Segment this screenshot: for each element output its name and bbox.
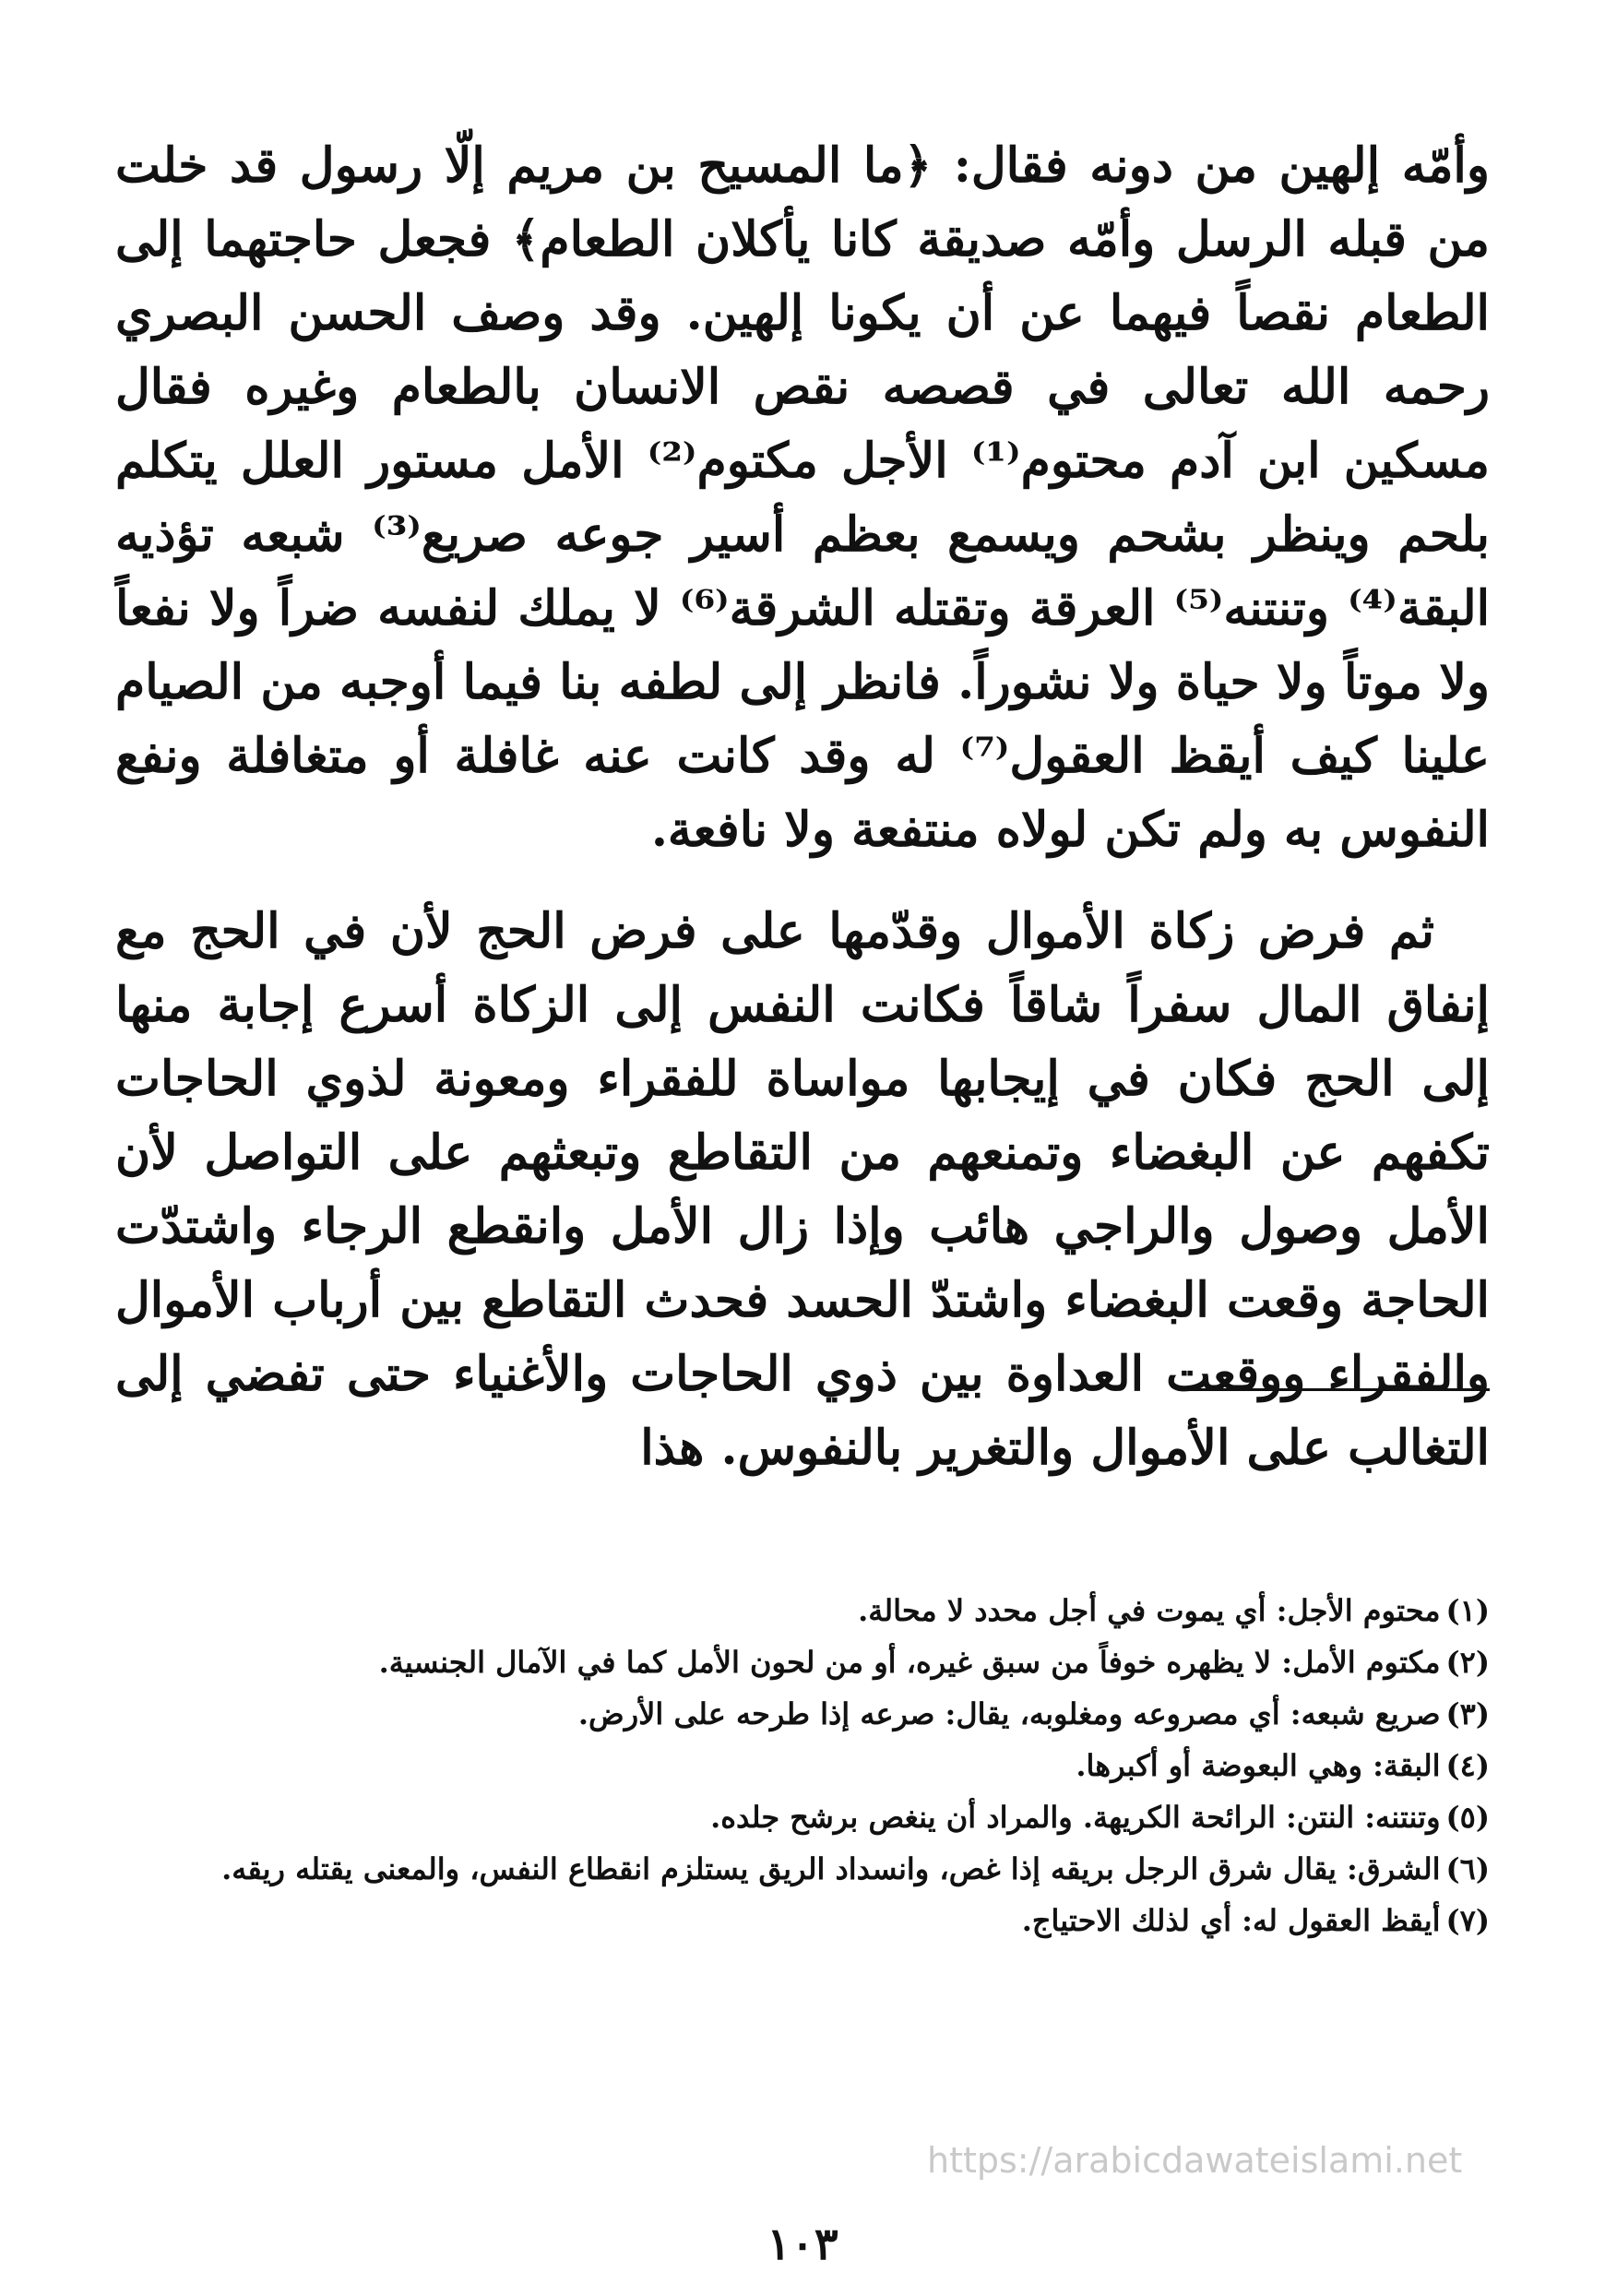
footnote-mark: (٢) (1445, 1645, 1490, 1680)
footnote-text: مكتوم الأمل: لا يظهره خوفاً من سبق غيره، أو من لحون الأمل كما في الآمال الجنسية. (378, 1645, 1441, 1680)
footnote-text: البقة: وهي البعوضة أو أكبرها. (1076, 1748, 1441, 1783)
footnote-mark: (٧) (1445, 1903, 1490, 1938)
footnote-mark: (١) (1445, 1593, 1490, 1628)
footnote-6 (115, 1845, 1490, 1893)
footnote-text: محتوم الأجل: أي يموت في أجل محدد لا محالة. (858, 1593, 1441, 1628)
footnote-4 (115, 1742, 1490, 1790)
footnote-text: صريع شبعه: أي مصروعه ومغلوبه، يقال: صرعه إذا طرحه على الأرض. (577, 1696, 1441, 1731)
footnote-text: الشرق: يقال شرق الرجل بريقه إذا غص، وانسداد الريق يستلزم انقطاع النفس، والمعنى يقتله ريقه. (221, 1851, 1441, 1886)
footnote-mark: (٦) (1445, 1851, 1490, 1886)
footnote-3 (115, 1690, 1490, 1738)
main-text-body (115, 129, 1490, 1485)
footnote-separator (1190, 1388, 1490, 1391)
paragraph-1: وأمّه إلهين من دونه فقال: ﴿ما المسيح بن مريم إلّا رسول قد خلت من قبله الرسل وأمّه صديقة كانا يأكلان الطعام﴾ فجعل حاجتهما إلى الطعام نقصاً فيهما عن أن يكونا إلهين. وقد وصف الحسن البصري رحمه الله تعالى في قصصه نقص الانسان بالطعام وغيره فقال مسكين ابن آدم محتوم⁽¹⁾ الأجل مكتوم⁽²⁾ الأمل مستور العلل يتكلم بلحم وينظر بشحم ويسمع بعظم أسير جوعه صريع⁽³⁾ شبعه تؤذيه البقة⁽⁴⁾ وتنتنه⁽⁵⁾ العرقة وتقتله الشرقة⁽⁶⁾ لا يملك لنفسه ضراً ولا نفعاً ولا موتاً ولا حياة ولا نشوراً. فانظر إلى لطفه بنا فيما أوجبه من الصيام علينا كيف أيقظ العقول⁽⁷⁾ له وقد كانت عنه غافلة أو متغافلة ونفع النفوس به ولم تكن لولاه منتفعة ولا نافعة. (115, 137, 1491, 858)
watermark-url: https://arabicdawateislami.net (927, 2140, 1463, 2181)
footnote-mark: (٥) (1445, 1800, 1490, 1835)
footnote-mark: (٤) (1445, 1748, 1490, 1783)
footnote-2 (115, 1638, 1490, 1686)
footnote-7 (115, 1897, 1490, 1945)
footnote-5 (115, 1793, 1490, 1841)
footnote-text: وتنتنه: النتن: الرائحة الكريهة. والمراد أن ينغص برشح جلده. (710, 1800, 1441, 1835)
page-number: ١٠٣ (767, 2219, 838, 2270)
footnote-mark: (٣) (1445, 1696, 1490, 1731)
footnote-1 (115, 1587, 1490, 1635)
paragraph-2: ثم فرض زكاة الأموال وقدّمها على فرض الحج لأن في الحج مع إنفاق المال سفراً شاقاً فكانت النفس إلى الزكاة أسرع إجابة منها إلى الحج فكان في إيجابها مواساة للفقراء ومعونة لذوي الحاجات تكفهم عن البغضاء وتمنعهم من التقاطع وتبعثهم على التواصل لأن الأمل وصول والراجي هائب وإذا زال الأمل وانقطع الرجاء واشتدّت الحاجة وقعت البغضاء واشتدّ الحسد فحدث التقاطع بين أرباب الأموال والفقراء ووقعت العداوة بين ذوي الحاجات والأغنياء حتى تفضي إلى التغالب على الأموال والتغرير بالنفوس. هذا (115, 903, 1491, 1476)
footnotes-list (115, 1587, 1490, 1948)
footnote-text: أيقظ العقول له: أي لذلك الاحتياج. (1021, 1903, 1441, 1938)
